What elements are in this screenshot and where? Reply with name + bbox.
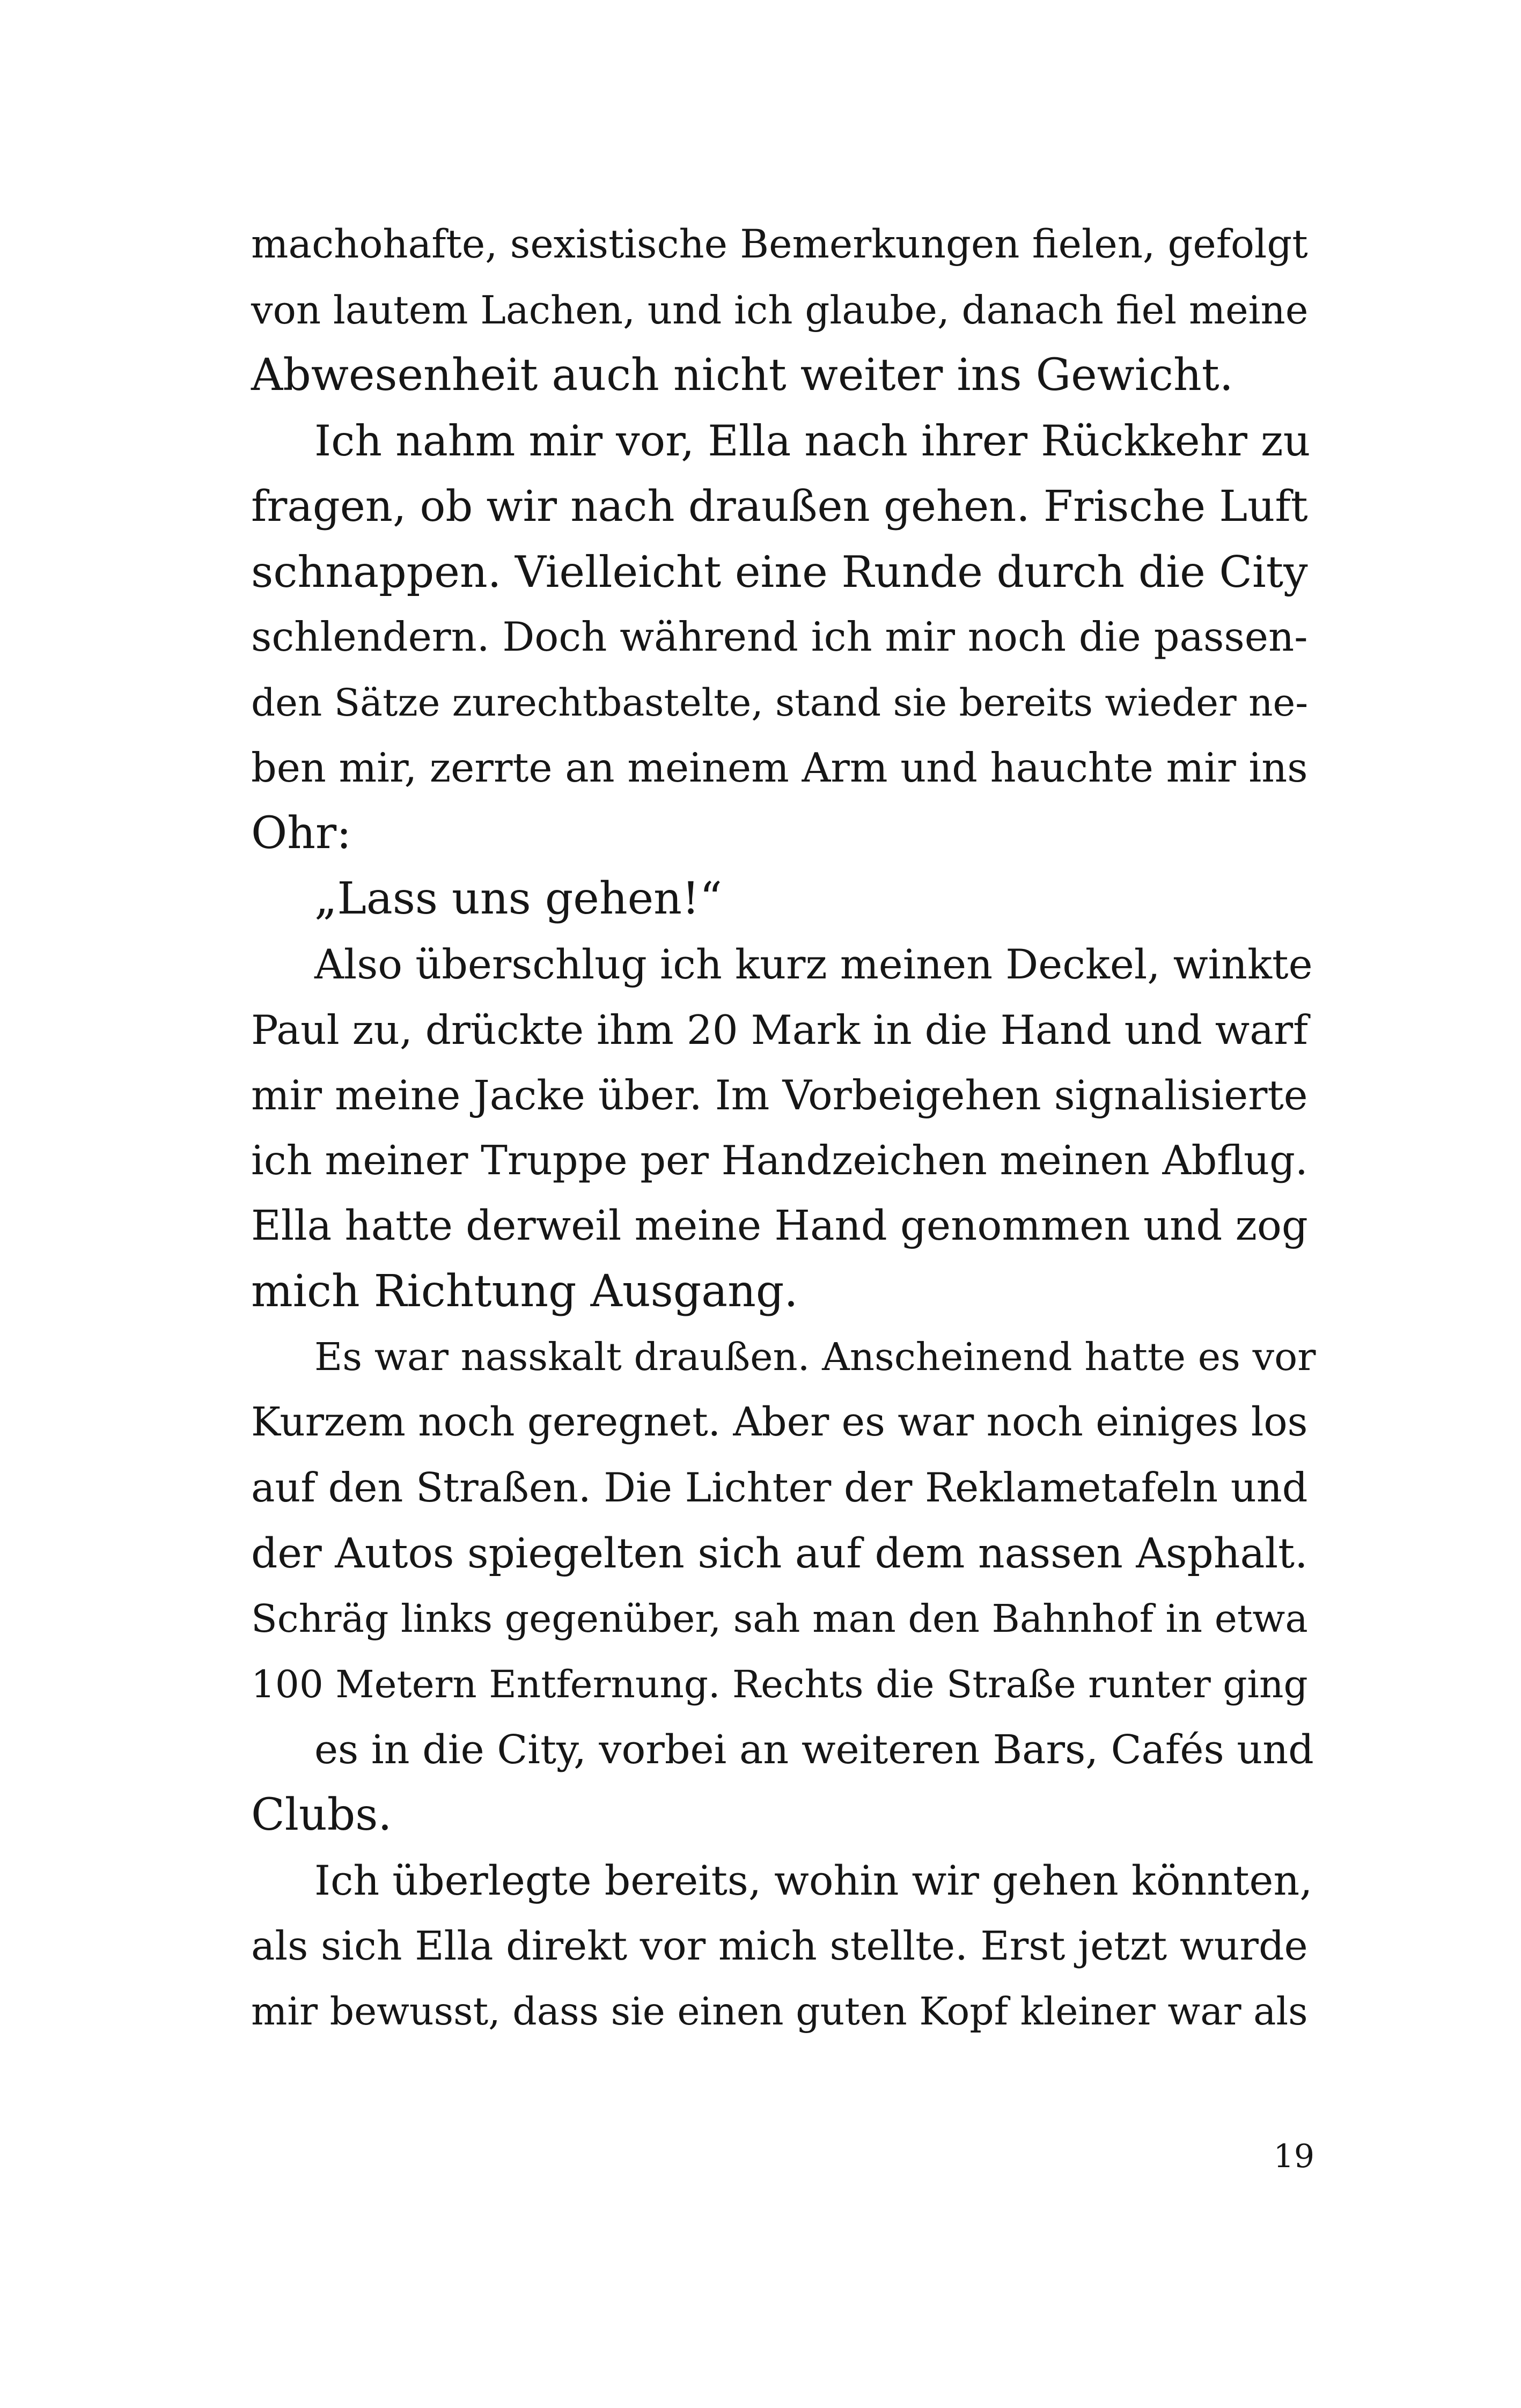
text-line: den Sätze zurechtbastelte, stand sie bereits wieder ne- (251, 681, 1309, 725)
text-line: Ohr: (251, 808, 351, 859)
text-line: auf den Straßen. Die Lichter der Reklametafeln und (251, 1464, 1308, 1511)
text-line: Ich nahm mir vor, Ella nach ihrer Rückkehr zu (314, 416, 1311, 466)
text-line: Schräg links gegenüber, sah man den Bahnhof in etwa (251, 1596, 1308, 1641)
text-line: Es war nasskalt draußen. Anscheinend hatte es vor (314, 1335, 1316, 1379)
text-line: 100 Metern Entfernung. Rechts die Straße runter ging (251, 1662, 1308, 1706)
text-line: Also überschlug ich kurz meinen Deckel, winkte (314, 940, 1313, 988)
text-line: Ich überlegte bereits, wohin wir gehen könnten, (314, 1857, 1313, 1904)
text-line: Ella hatte derweil meine Hand genommen und zog (251, 1202, 1308, 1250)
text-line: mich Richtung Ausgang. (251, 1266, 798, 1317)
text-line: Abwesenheit auch nicht weiter ins Gewicht. (251, 350, 1233, 401)
text-line: es in die City, vorbei an weiteren Bars, Cafés und (314, 1726, 1314, 1773)
text-line: von lautem Lachen, und ich glaube, danach fiel meine (251, 288, 1309, 333)
text-line: als sich Ella direkt vor mich stellte. Erst jetzt wurde (251, 1923, 1308, 1969)
body-text (251, 212, 1316, 2044)
text-line: Kurzem noch geregnet. Aber es war noch einiges los (251, 1400, 1308, 1445)
text-line: der Autos spiegelten sich auf dem nassen Asphalt. (251, 1529, 1308, 1578)
text-line: mir meine Jacke über. Im Vorbeigehen signalisierte (251, 1072, 1308, 1119)
text-line: machohafte, sexistische Bemerkungen fielen, gefolgt (251, 222, 1308, 267)
text-line: fragen, ob wir nach draußen gehen. Frische Luft (251, 481, 1308, 531)
text-line: schnappen. Vielleicht eine Runde durch die City (251, 547, 1308, 597)
text-line: „Lass uns gehen!“ (314, 873, 722, 924)
text-line: Paul zu, drückte ihm 20 Mark in die Hand und warf (251, 1006, 1308, 1054)
text-line: schlendern. Doch während ich mir noch die passen- (251, 614, 1308, 660)
text-line: mir bewusst, dass sie einen guten Kopf kleiner war als (251, 1989, 1308, 2034)
text-line: Clubs. (251, 1790, 392, 1840)
text-line: ben mir, zerrte an meinem Arm und hauchte mir ins (251, 745, 1308, 791)
page-number: 19 (1273, 2138, 1314, 2175)
text-line: ich meiner Truppe per Handzeichen meinen Abflug. (251, 1137, 1308, 1184)
